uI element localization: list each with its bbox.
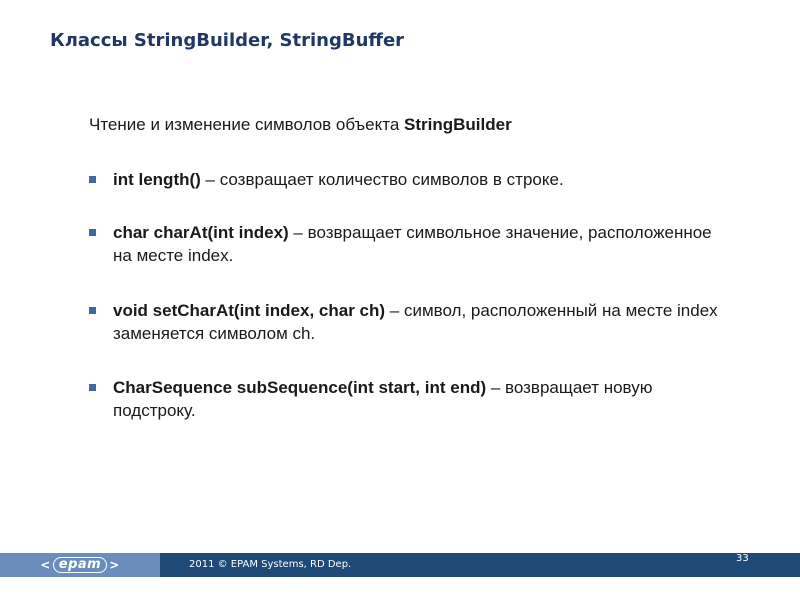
footer-copyright: 2011 © EPAM Systems, RD Dep. [189, 559, 352, 570]
method-description: – символ, расположенный на месте index заменяется символом ch. [113, 301, 718, 343]
square-bullet-icon [89, 229, 96, 236]
method-item-setcharat [89, 299, 729, 345]
footer-logo-block [0, 553, 160, 577]
method-description: – возвращает символьное значение, расположенное на месте index. [113, 223, 712, 265]
square-bullet-icon [89, 176, 96, 183]
method-signature: CharSequence subSequence(int start, int end) [113, 378, 487, 397]
method-item-length [89, 168, 729, 191]
intro-class-name: StringBuilder [404, 115, 512, 134]
intro-text: Чтение и изменение символов объекта [89, 115, 405, 134]
method-description: – возвращает новую подстроку. [113, 378, 653, 420]
intro-line [89, 114, 512, 136]
method-signature: char charAt(int index) [113, 223, 289, 242]
page-number: 33 [736, 553, 749, 564]
slide-title: Классы StringBuilder, StringBuffer [50, 30, 405, 51]
logo-wordmark: epam [53, 557, 107, 573]
square-bullet-icon [89, 384, 96, 391]
footer-bar [0, 553, 800, 577]
method-description: – созвращает количество символов в строке. [200, 170, 564, 189]
method-signature: void setCharAt(int index, char ch) [113, 301, 386, 320]
method-item-subsequence [89, 376, 729, 422]
logo-right-chevron-icon: > [109, 558, 120, 572]
method-item-charat [89, 221, 729, 267]
logo-left-chevron-icon: < [40, 558, 51, 572]
method-signature: int length() [113, 170, 201, 189]
method-list [89, 168, 729, 422]
epam-logo [38, 557, 122, 573]
square-bullet-icon [89, 307, 96, 314]
